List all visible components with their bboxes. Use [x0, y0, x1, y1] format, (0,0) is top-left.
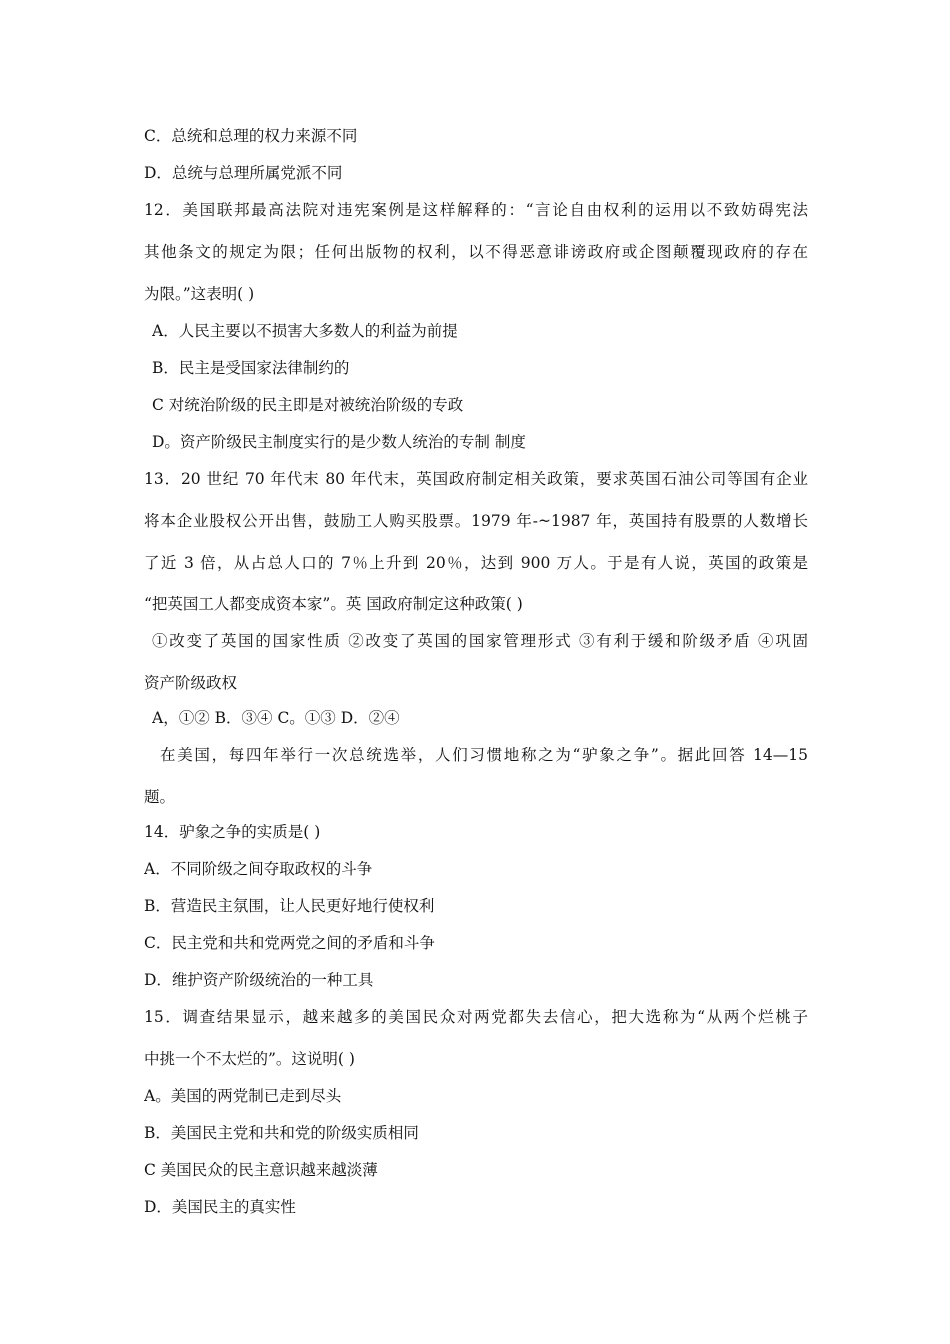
q15-option-b: B．美国民主党和共和党的阶级实质相同: [144, 1124, 419, 1142]
q14-option-a: A．不同阶级之间夺取政权的斗争: [144, 860, 373, 878]
q13-stem-line-1: 13．20 世纪 70 年代末 80 年代末，英国政府制定相关政策，要求英国石油公司等国有企业: [144, 470, 808, 488]
q13-items-line-1: ①改变了英国的国家性质 ②改变了英国的国家管理形式 ③有利于缓和阶级矛盾 ④巩固: [152, 632, 808, 650]
q12-option-a: A．人民主要以不损害大多数人的利益为前提: [152, 322, 458, 340]
q14-option-b: B．营造民主氛围，让人民更好地行使权利: [144, 897, 435, 915]
q13-stem-line-4: “把英国工人都变成资本家”。英 国政府制定这种政策( ): [144, 595, 523, 613]
q14-option-d: D．维护资产阶级统治的一种工具: [144, 971, 374, 989]
q15-option-a: A。美国的两党制已走到尽头: [144, 1087, 342, 1105]
q11-option-d: D．总统与总理所属党派不同: [144, 164, 343, 182]
material-line-1: 在美国，每四年举行一次总统选举，人们习惯地称之为“驴象之争”。据此回答 14—15: [160, 746, 808, 764]
q14-option-c: C．民主党和共和党两党之间的矛盾和斗争: [144, 934, 435, 952]
q12-stem-line-3: 为限。”这表明( ): [144, 285, 255, 303]
material-line-2: 题。: [144, 788, 176, 806]
q13-stem-line-2: 将本企业股权公开出售，鼓励工人购买股票。1979 年-~1987 年，英国持有股票的人数增长: [144, 512, 808, 530]
q12-option-c: C 对统治阶级的民主即是对被统治阶级的专政: [152, 396, 464, 414]
q15-option-d: D．美国民主的真实性: [144, 1198, 296, 1216]
q12-stem-line-1: 12．美国联邦最高法院对违宪案例是这样解释的：“言论自由权利的运用以不致妨碍宪法: [144, 201, 808, 219]
q13-options: A，①② B．③④ C。①③ D．②④: [152, 709, 400, 727]
q15-option-c: C 美国民众的民主意识越来越淡薄: [144, 1161, 378, 1179]
q12-option-d: D。资产阶级民主制度实行的是少数人统治的专制 制度: [152, 433, 526, 451]
q13-stem-line-3: 了近 3 倍，从占总人口的 7％上升到 20％，达到 900 万人。于是有人说，英国的政策是: [144, 554, 808, 572]
q12-stem-line-2: 其他条文的规定为限；任何出版物的权利，以不得恶意诽谤政府或企图颠覆现政府的存在: [144, 243, 808, 261]
q12-option-b: B．民主是受国家法律制约的: [152, 359, 350, 377]
q15-stem-line-1: 15．调查结果显示，越来越多的美国民众对两党都失去信心，把大选称为“从两个烂桃子: [144, 1008, 808, 1026]
q11-option-c: C．总统和总理的权力来源不同: [144, 127, 358, 145]
q15-stem-line-2: 中挑一个不太烂的”。这说明( ): [144, 1050, 355, 1068]
q14-stem: 14．驴象之争的实质是( ): [144, 823, 321, 841]
q13-items-line-2: 资产阶级政权: [144, 674, 238, 692]
